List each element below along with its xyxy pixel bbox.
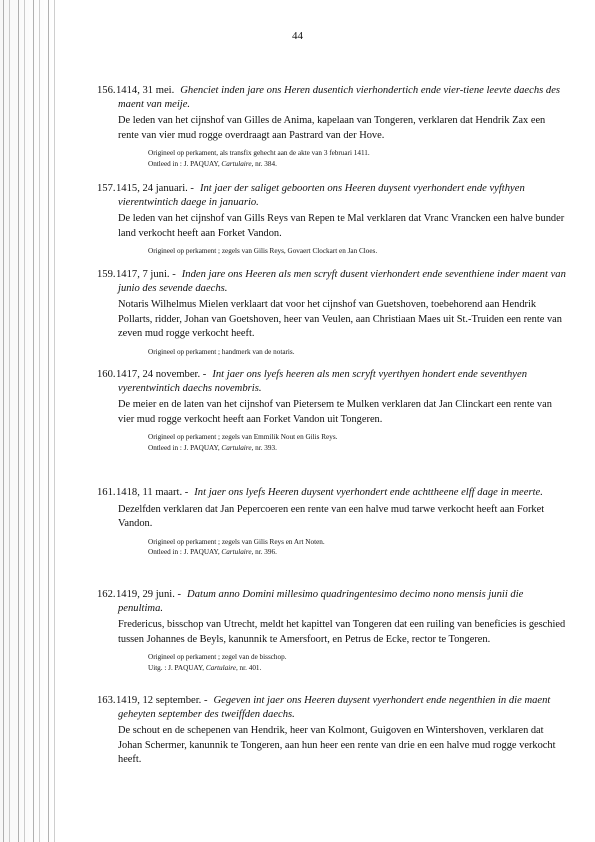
source-note-text: Ontleed in : J. PAQUAY, [148, 443, 222, 452]
regest-date: 1414, 31 mei. [116, 85, 175, 96]
regest-number: 162. [97, 589, 116, 600]
source-note-ref: , nr. 393. [251, 443, 277, 452]
source-note-text: Origineel op perkament ; zegels van Gilis Reys en Art Noten. [148, 537, 325, 546]
source-note [148, 652, 568, 663]
source-note-title: Cartulaire [221, 548, 252, 556]
source-note-ref: , nr. 401. [235, 663, 262, 672]
regest-summary: De leden van het cijnshof van Gills Reys van Repen te Mal verklaren dat Vranc Vrancken een halve bunder land verkocht heeft aan Forket Vandon. [118, 213, 565, 239]
source-note [148, 148, 568, 159]
regest-incipit: Int jaer ons lyefs heeren als men scryft vyerthyen hondert ende seventhyen vyerentwintich daechs novembris. [118, 369, 527, 394]
regest-entry [97, 84, 568, 169]
regest-entry [97, 268, 568, 357]
source-note-text: Origineel op perkament ; zegel van de bisschop. [148, 653, 287, 661]
source-note [148, 246, 568, 257]
source-note-text: Uitg. : J. PAQUAY, [148, 663, 206, 672]
regest-date: 1417, 7 juni. - [116, 269, 176, 280]
regest-date: 1419, 12 september. - [116, 695, 208, 706]
regest-number: 156. [97, 85, 116, 96]
regest-heading [97, 182, 568, 209]
regest-summary: Notaris Wilhelmus Mielen verklaart dat voor het cijnshof van Guetshoven, toebehorend aan Hendrik Pollarts, ridder, Johan van Goetshoven, heer van Veulen, aan Christiaan Maes uit St.-Truiden een rente van zeven mud rogge verkocht heeft. [118, 299, 562, 339]
regest-date: 1417, 24 november. - [116, 369, 207, 380]
regest-incipit: Ghenciet inden jare ons Heren dusentich vierhondertich ende vier-tiene leevte daechs des maent van meije. [118, 85, 561, 110]
source-note [148, 443, 568, 454]
regest-number: 157. [97, 183, 116, 194]
regest-number: 163. [97, 695, 116, 706]
source-note-text: Origineel op perkament, als transfix gehecht aan de akte van 3 februari 1411. [148, 149, 370, 157]
regest-incipit: Int jaer ons lyefs Heeren duysent vyerhondert ende achttheene elff dage in meerte. [194, 487, 543, 498]
regest-summary: De schout en de schepenen van Hendrik, heer van Kolmont, Guigoven en Wintershoven, verklaren dat Johan Schermer, kanunnik te Tongeren, aan hun heer een rente van drie en een halve mud rogge verkocht heeft. [118, 725, 556, 765]
source-note [148, 537, 568, 548]
source-note [148, 547, 568, 558]
regest-notes [118, 537, 568, 558]
regest-heading [97, 268, 568, 295]
source-note [148, 159, 568, 170]
source-note-text: Origineel op perkament ; zegels van Gilis Reys, Govaert Clockart en Jan Cloes. [148, 247, 378, 255]
regest-heading [97, 486, 568, 500]
regest-date: 1419, 29 juni. - [116, 589, 182, 600]
regest-heading [97, 368, 568, 395]
source-note [148, 432, 568, 443]
regest-date: 1418, 11 maart. - [116, 487, 189, 498]
regest-entry [97, 694, 568, 768]
regest-entry [97, 368, 568, 453]
source-note [148, 347, 568, 358]
source-note-title: Cartulaire [221, 443, 252, 452]
regest-notes [118, 432, 568, 453]
source-note [148, 663, 568, 674]
regest-notes [118, 347, 568, 358]
regest-incipit: Gegeven int jaer ons Heeren duysent vyerhondert ende negenthien in die maent geheyten september des tweiffden daechs. [118, 695, 551, 720]
regest-number: 159. [97, 269, 116, 280]
regest-summary: Dezelfden verklaren dat Jan Pepercoeren een rente van een halve mud tarwe verkocht heeft aan Forket Vandon. [118, 503, 545, 529]
regest-entry [97, 588, 568, 673]
page-number: 44 [292, 30, 303, 42]
regest-heading [97, 84, 568, 111]
scan-edge-shadow [0, 0, 58, 842]
regest-incipit: Datum anno Domini millesimo quadringentesimo decimo nono mensis junii die penultima. [118, 589, 524, 614]
regest-notes [118, 148, 568, 169]
regest-date: 1415, 24 januari. - [116, 183, 194, 194]
source-note-title: Cartulaire [205, 663, 236, 672]
source-note-ref: , nr. 396. [251, 548, 277, 556]
regest-number: 160. [97, 369, 116, 380]
regest-notes [118, 652, 568, 673]
regest-entry [97, 182, 568, 257]
regest-heading [97, 588, 568, 615]
regest-number: 161. [97, 487, 116, 498]
source-note-title: Cartulaire [221, 159, 252, 168]
source-note-text: Ontleed in : J. PAQUAY, [148, 548, 222, 556]
regest-summary: De leden van het cijnshof van Gilles de Anima, kapelaan van Tongeren, verklaren dat Hendrik Zax een rente van vier mud rogge overdraagt aan Pastrard van der Hove. [118, 115, 546, 141]
source-note-text: Origineel op perkament ; handmerk van de notaris. [148, 347, 295, 356]
source-note-ref: , nr. 384. [251, 159, 277, 168]
regest-incipit: Int jaer der saliget geboorten ons Heeren duysent vyerhondert ende vyfthyen vierentwintich daege in januario. [118, 183, 525, 208]
regest-summary: Fredericus, bisschop van Utrecht, meldt het kapittel van Tongeren dat een ruiling van beneficies is geschied tussen Johannes de Beyls, kanunnik te Amersfoort, en Petrus de Ecke, rector te Tongeren. [118, 619, 566, 645]
regest-notes [118, 246, 568, 257]
regest-heading [97, 694, 568, 721]
regest-summary: De meier en de laten van het cijnshof van Pietersem te Mulken verklaren dat Jan Clinckart een rente van vier mud rogge verkocht heeft aan Forket Vandon uit Tongeren. [118, 399, 552, 425]
regest-entry [97, 486, 568, 558]
source-note-text: Origineel op perkament ; zegels van Emmilik Nout en Gilis Reys. [148, 433, 338, 441]
regest-incipit: Inden jare ons Heeren als men scryft dusent vierhondert ende seventhiene inder maent van junio des sevende daechs. [118, 269, 566, 294]
source-note-text: Ontleed in : J. PAQUAY, [148, 159, 222, 168]
